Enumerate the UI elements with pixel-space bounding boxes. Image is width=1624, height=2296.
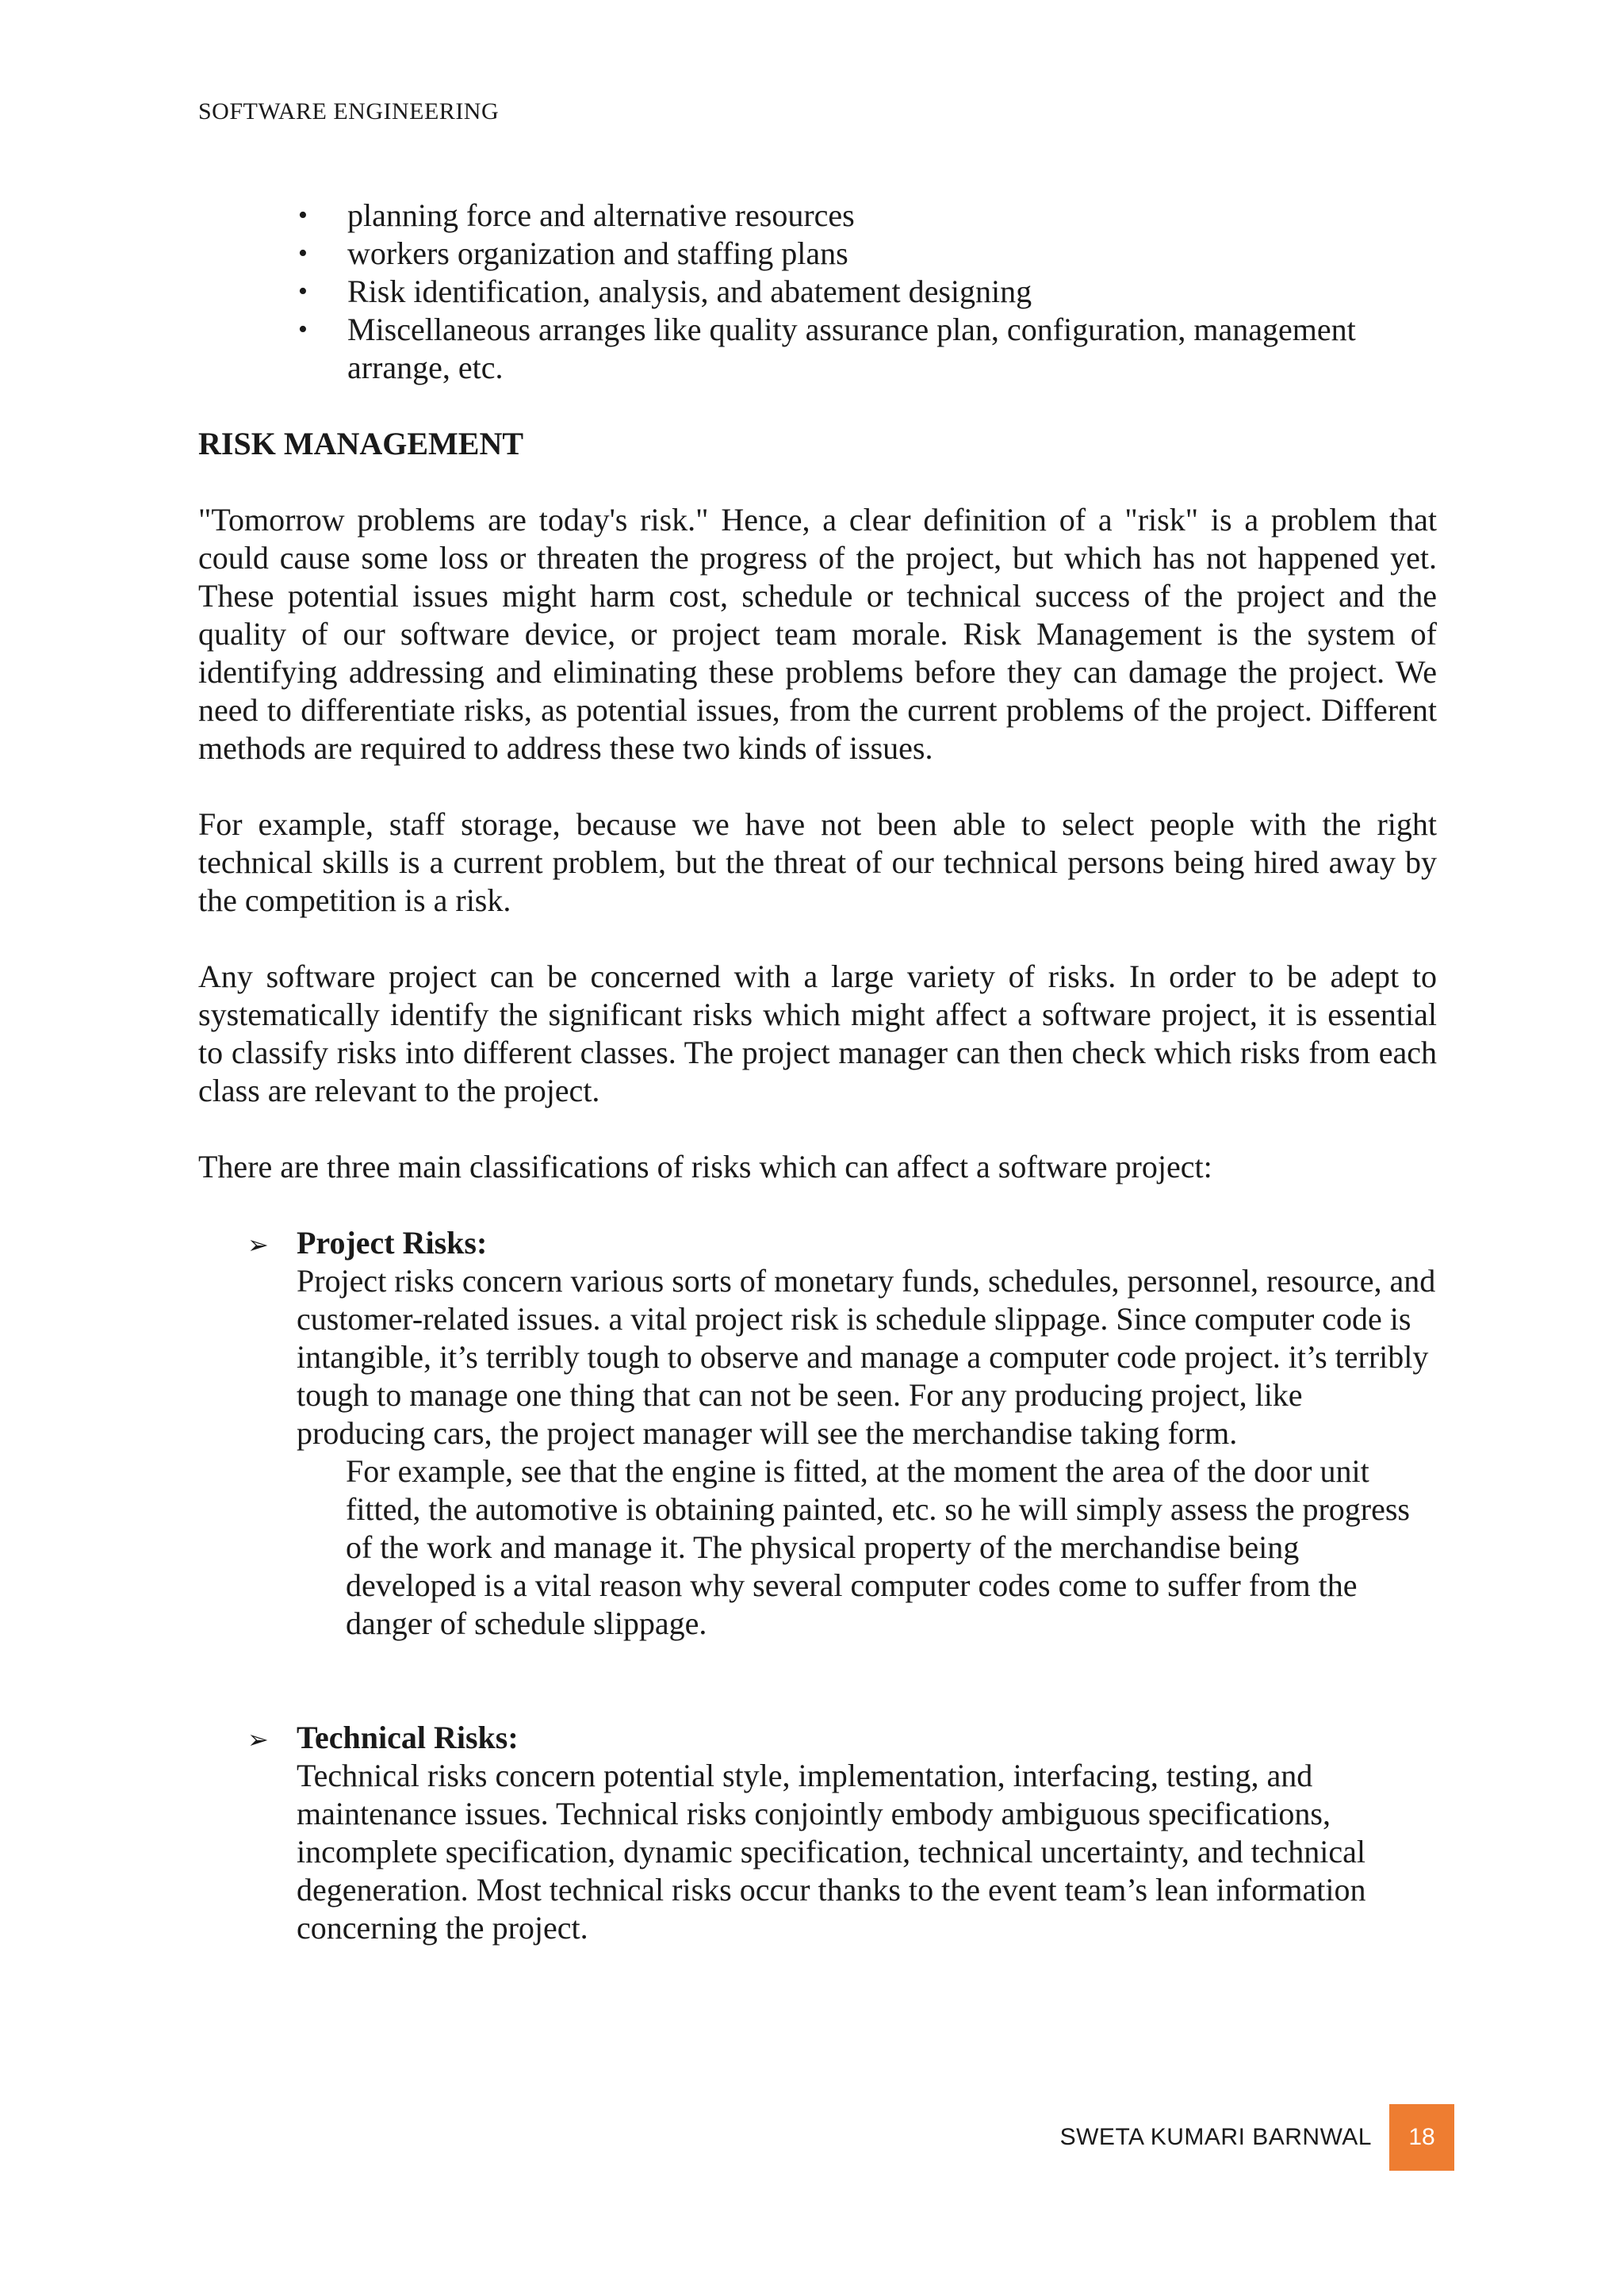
project-risks-title: Project Risks: bbox=[297, 1225, 488, 1261]
section-heading: RISK MANAGEMENT bbox=[198, 426, 524, 461]
running-header: SOFTWARE ENGINEERING bbox=[198, 98, 500, 124]
bullet-icon: • bbox=[298, 239, 308, 268]
page-content bbox=[198, 197, 1437, 1947]
technical-risks-body: Technical risks concern potential style, implementation, interfacing, testing, and maintenance issues. Technical risks conjointly embody ambiguous specifications, incomplete specification, dynamic specification, technical uncertainty, and technical degeneration. Most technical risks occur thanks to the event team’s lean information concerning the project. bbox=[297, 1758, 1366, 1946]
bullet-icon: • bbox=[298, 201, 308, 230]
bullet-icon: • bbox=[298, 277, 308, 306]
arrow-bullet-icon: ➢ bbox=[247, 1230, 269, 1260]
paragraph-classification: Any software project can be concerned with a large variety of risks. In order to be adept to systematically identify the significant risks which might affect a software project, it is essential to classify risks into different classes. The project manager can then check which risks from each class are relevant to the project. bbox=[198, 959, 1437, 1108]
technical-risks-title: Technical Risks: bbox=[297, 1720, 519, 1755]
list-item-text: planning force and alternative resources bbox=[347, 197, 855, 233]
page-footer bbox=[1060, 2104, 1454, 2171]
paragraph-intro-types: There are three main classifications of risks which can affect a software project: bbox=[198, 1149, 1212, 1184]
list-item-text: workers organization and staffing plans bbox=[347, 235, 848, 271]
list-item bbox=[298, 235, 1437, 273]
list-item-text: Risk identification, analysis, and abatement designing bbox=[347, 274, 1032, 309]
project-risks-example: For example, see that the engine is fitted, at the moment the area of the door unit fitted, the automotive is obtaining painted, etc. so he will simply assess the progress of the work and manage it. The physical property of the merchandise being developed is a vital reason why several computer codes come to suffer from the danger of schedule slippage. bbox=[346, 1453, 1410, 1641]
arrow-bullet-icon: ➢ bbox=[247, 1724, 269, 1755]
spacer bbox=[198, 1643, 1437, 1719]
bullet-list bbox=[198, 197, 1437, 387]
footer-author: SWETA KUMARI BARNWAL bbox=[1059, 2124, 1372, 2150]
list-item bbox=[298, 273, 1437, 311]
project-risks-body: Project risks concern various sorts of monetary funds, schedules, personnel, resource, and customer-related issues. a vital project risk is schedule slippage. Since computer code is intangible, it’s terribly tough to observe and manage a computer code project. it’s terribly tough to manage one thing that can not be seen. For any producing project, like producing cars, the project manager will see the merchandise taking form. bbox=[297, 1263, 1436, 1451]
technical-risks-block bbox=[198, 1719, 1437, 1947]
project-risks-block bbox=[198, 1224, 1437, 1643]
list-item bbox=[298, 311, 1437, 387]
paragraph-example: For example, staff storage, because we have not been able to select people with the right technical skills is a current problem, but the threat of our technical persons being hired away by the competition is a risk. bbox=[198, 806, 1437, 918]
paragraph-definition: "Tomorrow problems are today's risk." Hence, a clear definition of a "risk" is a problem that could cause some loss or threaten the progress of the project, but which has not happened yet. These potential issues might harm cost, schedule or technical success of the project and the quality of our software device, or project team morale. Risk Management is the system of identifying addressing and eliminating these problems before they can damage the project. We need to differentiate risks, as potential issues, from the current problems of the project. Different methods are required to address these two kinds of issues. bbox=[198, 502, 1437, 766]
list-item bbox=[298, 197, 1437, 235]
page-number-badge: 18 bbox=[1389, 2104, 1454, 2171]
bullet-icon: • bbox=[298, 315, 308, 344]
list-item-text: Miscellaneous arranges like quality assurance plan, configuration, management arrange, etc. bbox=[347, 312, 1356, 385]
